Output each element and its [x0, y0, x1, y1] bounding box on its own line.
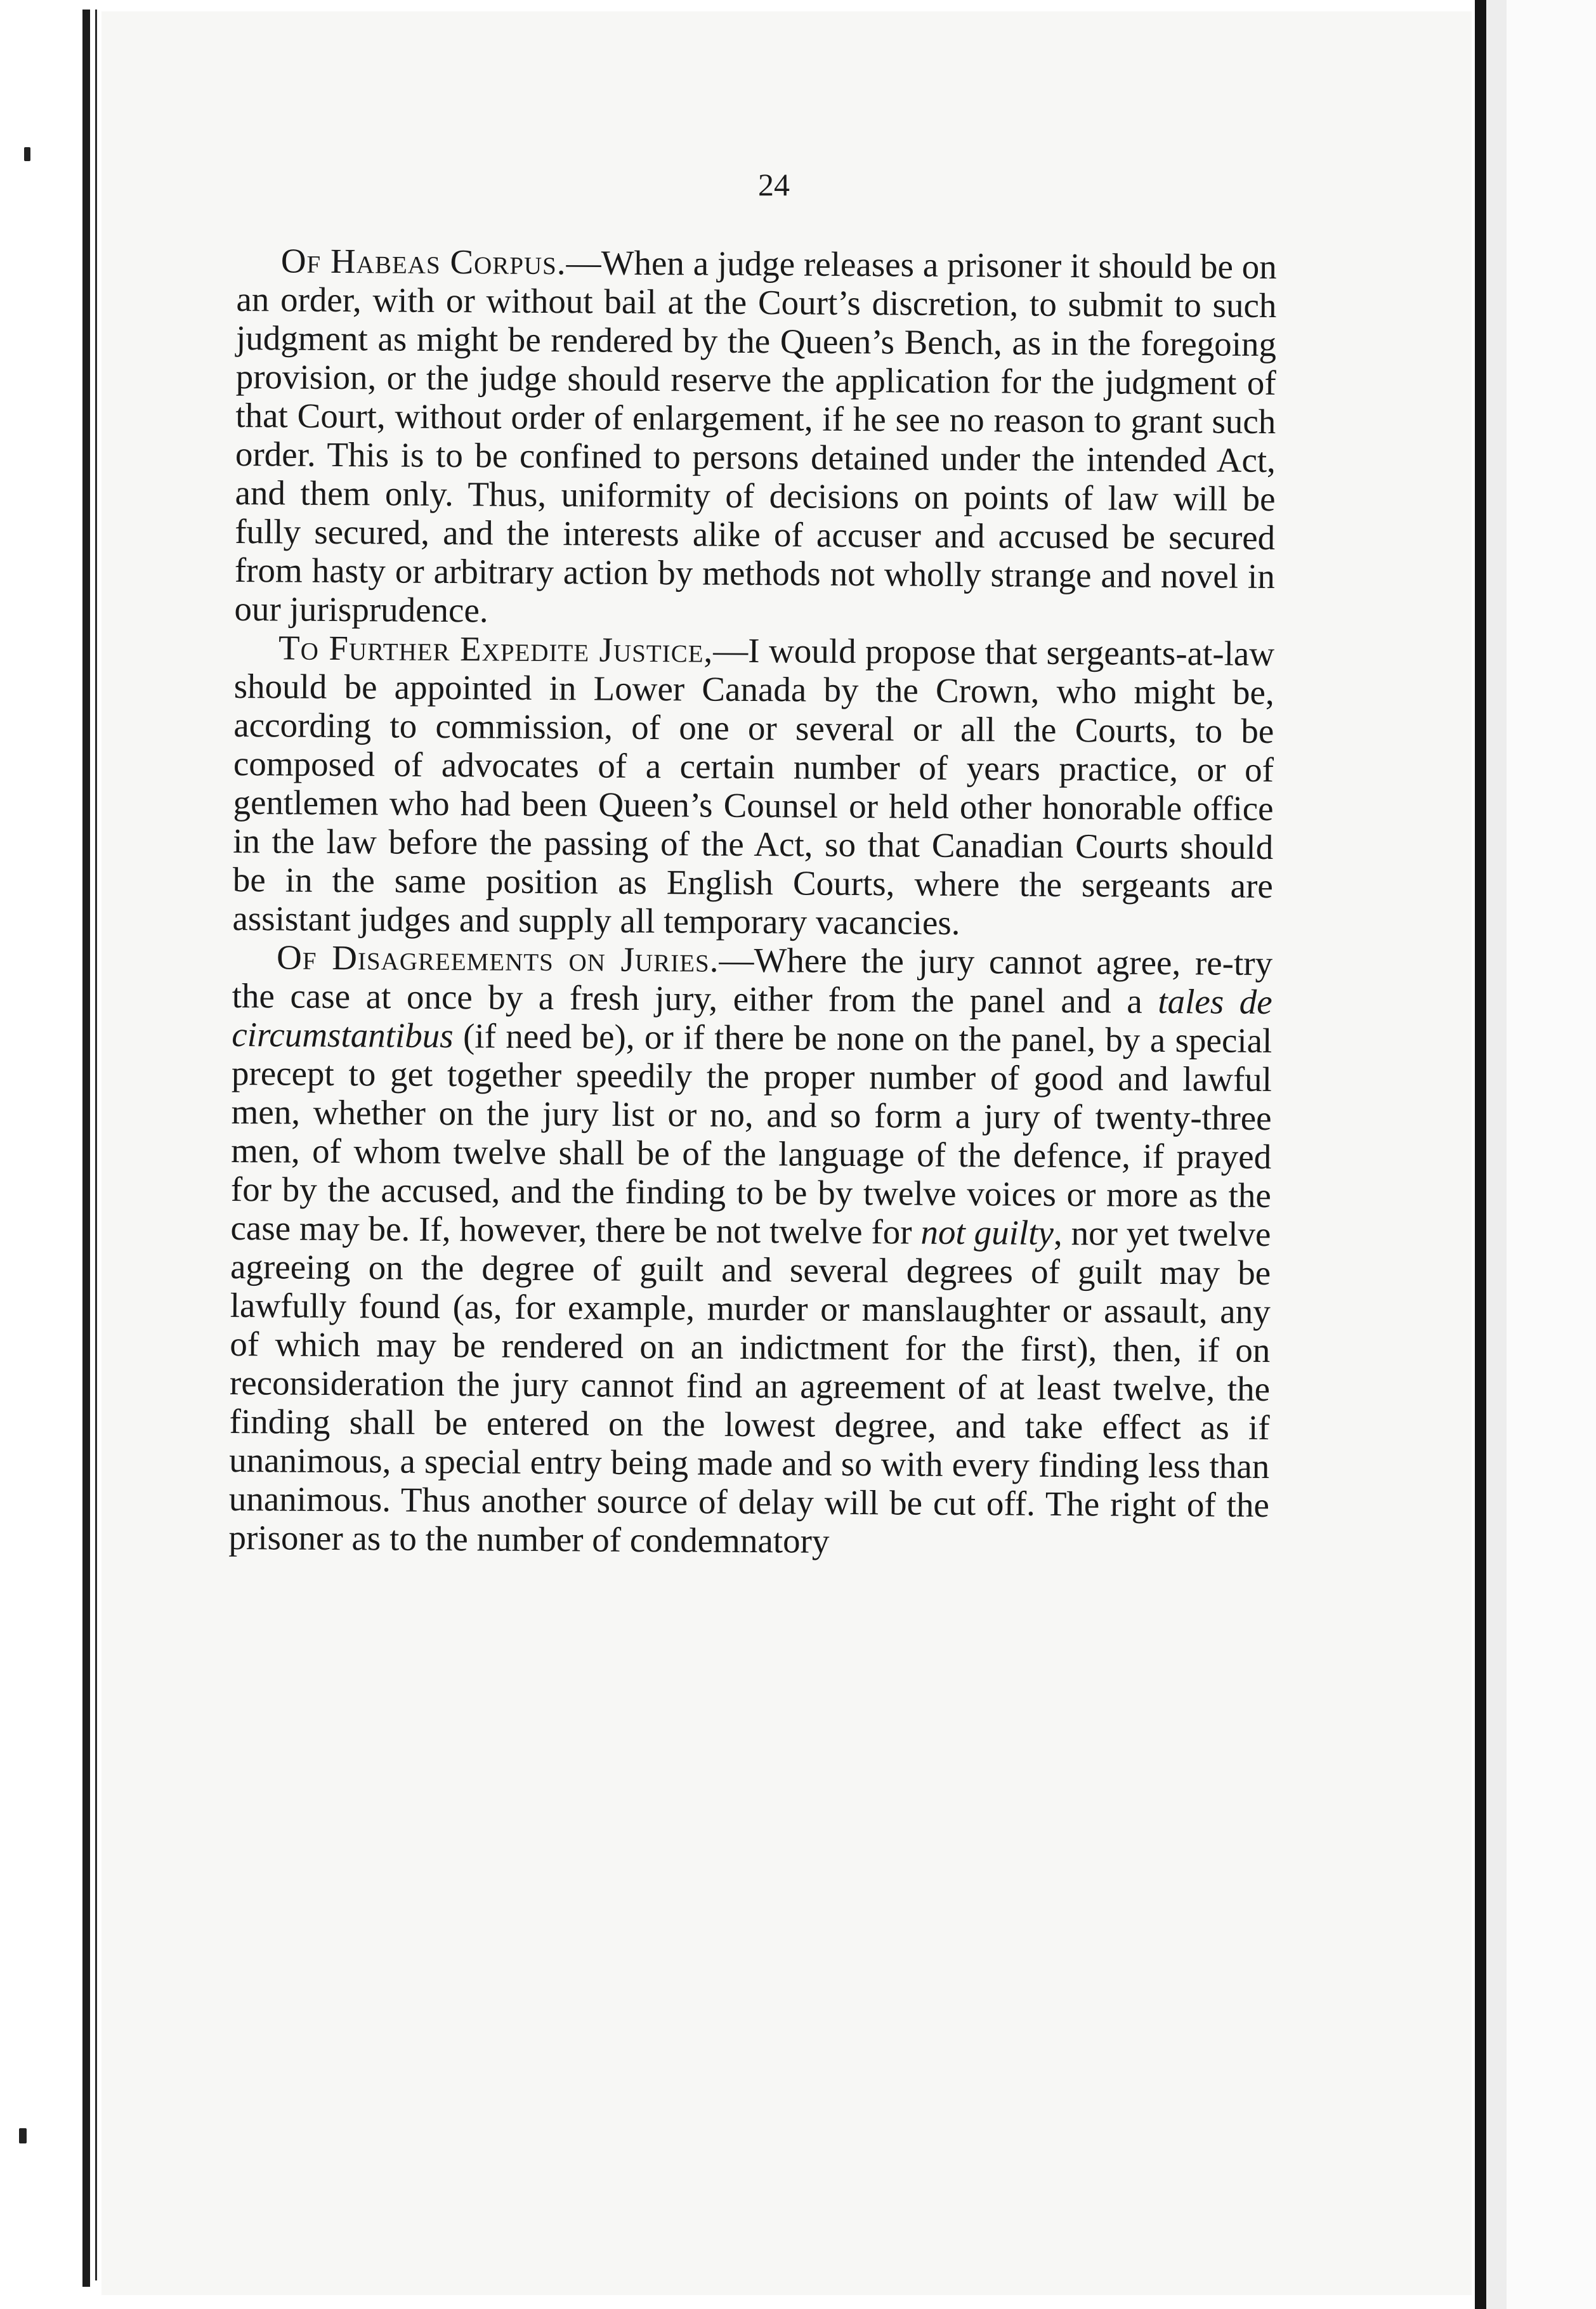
right-binding-edge: [1475, 0, 1486, 2309]
paragraph-text: , nor yet twelve agreeing on the degree of guilt and several degrees of guilt may be lawfully found (as, for example, murder or manslaughter or assault, any of which may be rendered on an indictment for the first), then, if on reconsideration the jury cannot find an agreement of at least twelve, the finding shall be entered on the lowest degree, and take effect as if unanimous, a special entry being made and so with every finding less than unanimous. Thus another source of delay will be cut off. The right of the prisoner as to the number of condemnatory: [228, 1213, 1271, 1560]
adjacent-page-edge: [1486, 0, 1507, 2309]
scan-speck: [24, 147, 30, 161]
adjacent-page: [1507, 0, 1596, 2309]
left-binding-line: [95, 10, 97, 2280]
emphasized-phrase: not guilty: [920, 1212, 1054, 1252]
section-heading: To Further Expedite Justice,: [278, 628, 714, 670]
paragraph-disagreements-juries: [228, 938, 1272, 1563]
page-body: [228, 241, 1277, 1563]
left-binding-edge: [82, 10, 90, 2287]
scan-speck: [19, 2128, 27, 2143]
page-number: 24: [758, 167, 790, 202]
paragraph-expedite-justice: [232, 628, 1274, 944]
paragraph-habeas-corpus: [234, 241, 1277, 634]
latin-phrase: tales de circumstantibus: [232, 981, 1272, 1056]
paragraph-text: (if need be), or if there be none on the panel, by a special precept to get together speedily the proper number of good and lawful men, whether on the jury list or no, and so form a jury of twenty-three men, of whom twelve shall be of the language of the defence, if prayed for by the accused, and the finding to be by twelve voices or more as the case may be. If, however, there be not twelve for: [230, 1016, 1272, 1252]
section-heading: Of Habeas Corpus.: [280, 241, 566, 282]
paragraph-text: —I would propose that sergeants-at-law should be appointed in Lower Canada by the Crown, who might be, according to commission, of one or several or all the Courts, to be composed of advocates of a certain number of years practice, or of gentlemen who had been Queen’s Counsel or held other honorable office in the law before the passing of the Act, so that Canadian Courts should be in the same position as English Courts, where the sergeants are assistant judges and supply all temporary vacancies.: [232, 631, 1275, 942]
paragraph-text: —When a judge releases a prisoner it should be on an order, with or without bail at the Court’s discretion, to submit to such judgment as might be rendered by the Queen’s Bench, as in the foregoing provision, or the judge should reserve the application for the judgment of that Court, without order of enlargement, if he see no reason to grant such order. This is to be confined to persons detained under the intended Act, and them only. Thus, uniformity of decisions on points of law will be fully secured, and the interests alike of accuser and accused be secured from hasty or arbitrary action by methods not wholly strange and novel in our jurisprudence.: [234, 243, 1277, 630]
section-heading: Of Disagreements on Juries.: [276, 938, 719, 979]
paragraph-text: —Where the jury cannot agree, re-try the case at once by a fresh jury, either from the panel and a: [232, 940, 1273, 1021]
